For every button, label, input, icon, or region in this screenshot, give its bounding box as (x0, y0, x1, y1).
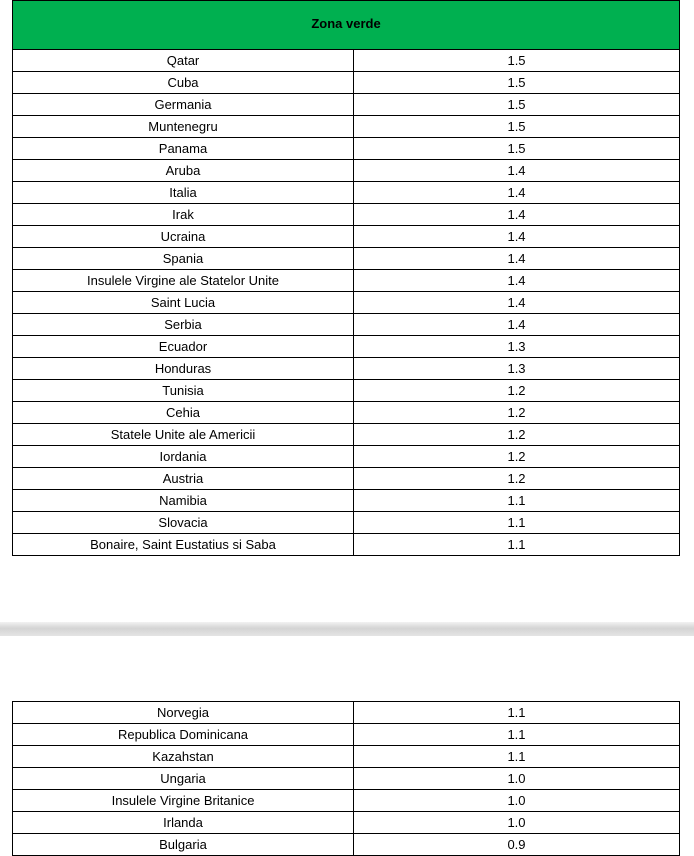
table-row (13, 490, 680, 512)
rate-cell: 1.0 (354, 768, 680, 790)
rate-cell: 1.2 (354, 468, 680, 490)
rate-cell: 1.5 (354, 72, 680, 94)
country-cell: Qatar (13, 50, 354, 72)
country-cell: Iordania (13, 446, 354, 468)
country-cell: Slovacia (13, 512, 354, 534)
rate-cell: 1.3 (354, 358, 680, 380)
table-row (13, 424, 680, 446)
country-cell: Cehia (13, 402, 354, 424)
country-cell: Namibia (13, 490, 354, 512)
table-row (13, 834, 680, 856)
rate-cell: 1.5 (354, 138, 680, 160)
table-row (13, 226, 680, 248)
table-row (13, 182, 680, 204)
country-cell: Bonaire, Saint Eustatius si Saba (13, 534, 354, 556)
country-cell: Saint Lucia (13, 292, 354, 314)
country-cell: Italia (13, 182, 354, 204)
rate-cell: 1.4 (354, 204, 680, 226)
table-row (13, 270, 680, 292)
table-row (13, 292, 680, 314)
country-cell: Panama (13, 138, 354, 160)
rate-cell: 1.4 (354, 314, 680, 336)
rate-cell: 0.9 (354, 834, 680, 856)
table-row (13, 204, 680, 226)
table-row (13, 138, 680, 160)
table-row (13, 790, 680, 812)
table-row (13, 768, 680, 790)
rate-cell: 1.0 (354, 812, 680, 834)
country-cell: Irlanda (13, 812, 354, 834)
rate-cell: 1.2 (354, 402, 680, 424)
country-cell: Austria (13, 468, 354, 490)
rate-cell: 1.2 (354, 380, 680, 402)
country-cell: Insulele Virgine ale Statelor Unite (13, 270, 354, 292)
country-cell: Aruba (13, 160, 354, 182)
table-row (13, 746, 680, 768)
table-row (13, 116, 680, 138)
country-cell: Republica Dominicana (13, 724, 354, 746)
table-row (13, 468, 680, 490)
table-row (13, 314, 680, 336)
rate-cell: 1.1 (354, 490, 680, 512)
rate-cell: 1.5 (354, 50, 680, 72)
rate-cell: 1.4 (354, 248, 680, 270)
country-cell: Insulele Virgine Britanice (13, 790, 354, 812)
rate-cell: 1.1 (354, 746, 680, 768)
country-cell: Germania (13, 94, 354, 116)
rate-cell: 1.3 (354, 336, 680, 358)
table-row (13, 512, 680, 534)
country-cell: Tunisia (13, 380, 354, 402)
rate-cell: 1.1 (354, 724, 680, 746)
country-cell: Statele Unite ale Americii (13, 424, 354, 446)
rate-cell: 1.4 (354, 292, 680, 314)
zone-title: Zona verde (13, 1, 680, 50)
document-page-2 (0, 636, 694, 853)
country-cell: Ungaria (13, 768, 354, 790)
table-row (13, 402, 680, 424)
rate-cell: 1.4 (354, 182, 680, 204)
table-header-row (13, 1, 680, 50)
country-cell: Ecuador (13, 336, 354, 358)
page-separator (0, 622, 694, 636)
rate-cell: 1.4 (354, 270, 680, 292)
country-cell: Serbia (13, 314, 354, 336)
table-row (13, 358, 680, 380)
table-row (13, 534, 680, 556)
table-row (13, 94, 680, 116)
rate-cell: 1.2 (354, 446, 680, 468)
table-row (13, 248, 680, 270)
country-cell: Irak (13, 204, 354, 226)
table-row (13, 72, 680, 94)
table-row (13, 336, 680, 358)
country-cell: Kazahstan (13, 746, 354, 768)
country-cell: Bulgaria (13, 834, 354, 856)
table-row (13, 702, 680, 724)
table-row (13, 812, 680, 834)
table-row (13, 724, 680, 746)
green-zone-table-part-2 (12, 701, 680, 856)
country-cell: Ucraina (13, 226, 354, 248)
rate-cell: 1.1 (354, 512, 680, 534)
country-cell: Norvegia (13, 702, 354, 724)
rate-cell: 1.4 (354, 160, 680, 182)
table-row (13, 160, 680, 182)
country-cell: Cuba (13, 72, 354, 94)
table-row (13, 50, 680, 72)
rate-cell: 1.5 (354, 94, 680, 116)
green-zone-table-part-1 (12, 0, 680, 556)
rate-cell: 1.1 (354, 534, 680, 556)
rate-cell: 1.2 (354, 424, 680, 446)
country-cell: Spania (13, 248, 354, 270)
rate-cell: 1.5 (354, 116, 680, 138)
table-row (13, 446, 680, 468)
country-cell: Muntenegru (13, 116, 354, 138)
rate-cell: 1.0 (354, 790, 680, 812)
rate-cell: 1.4 (354, 226, 680, 248)
rate-cell: 1.1 (354, 702, 680, 724)
country-cell: Honduras (13, 358, 354, 380)
table-row (13, 380, 680, 402)
